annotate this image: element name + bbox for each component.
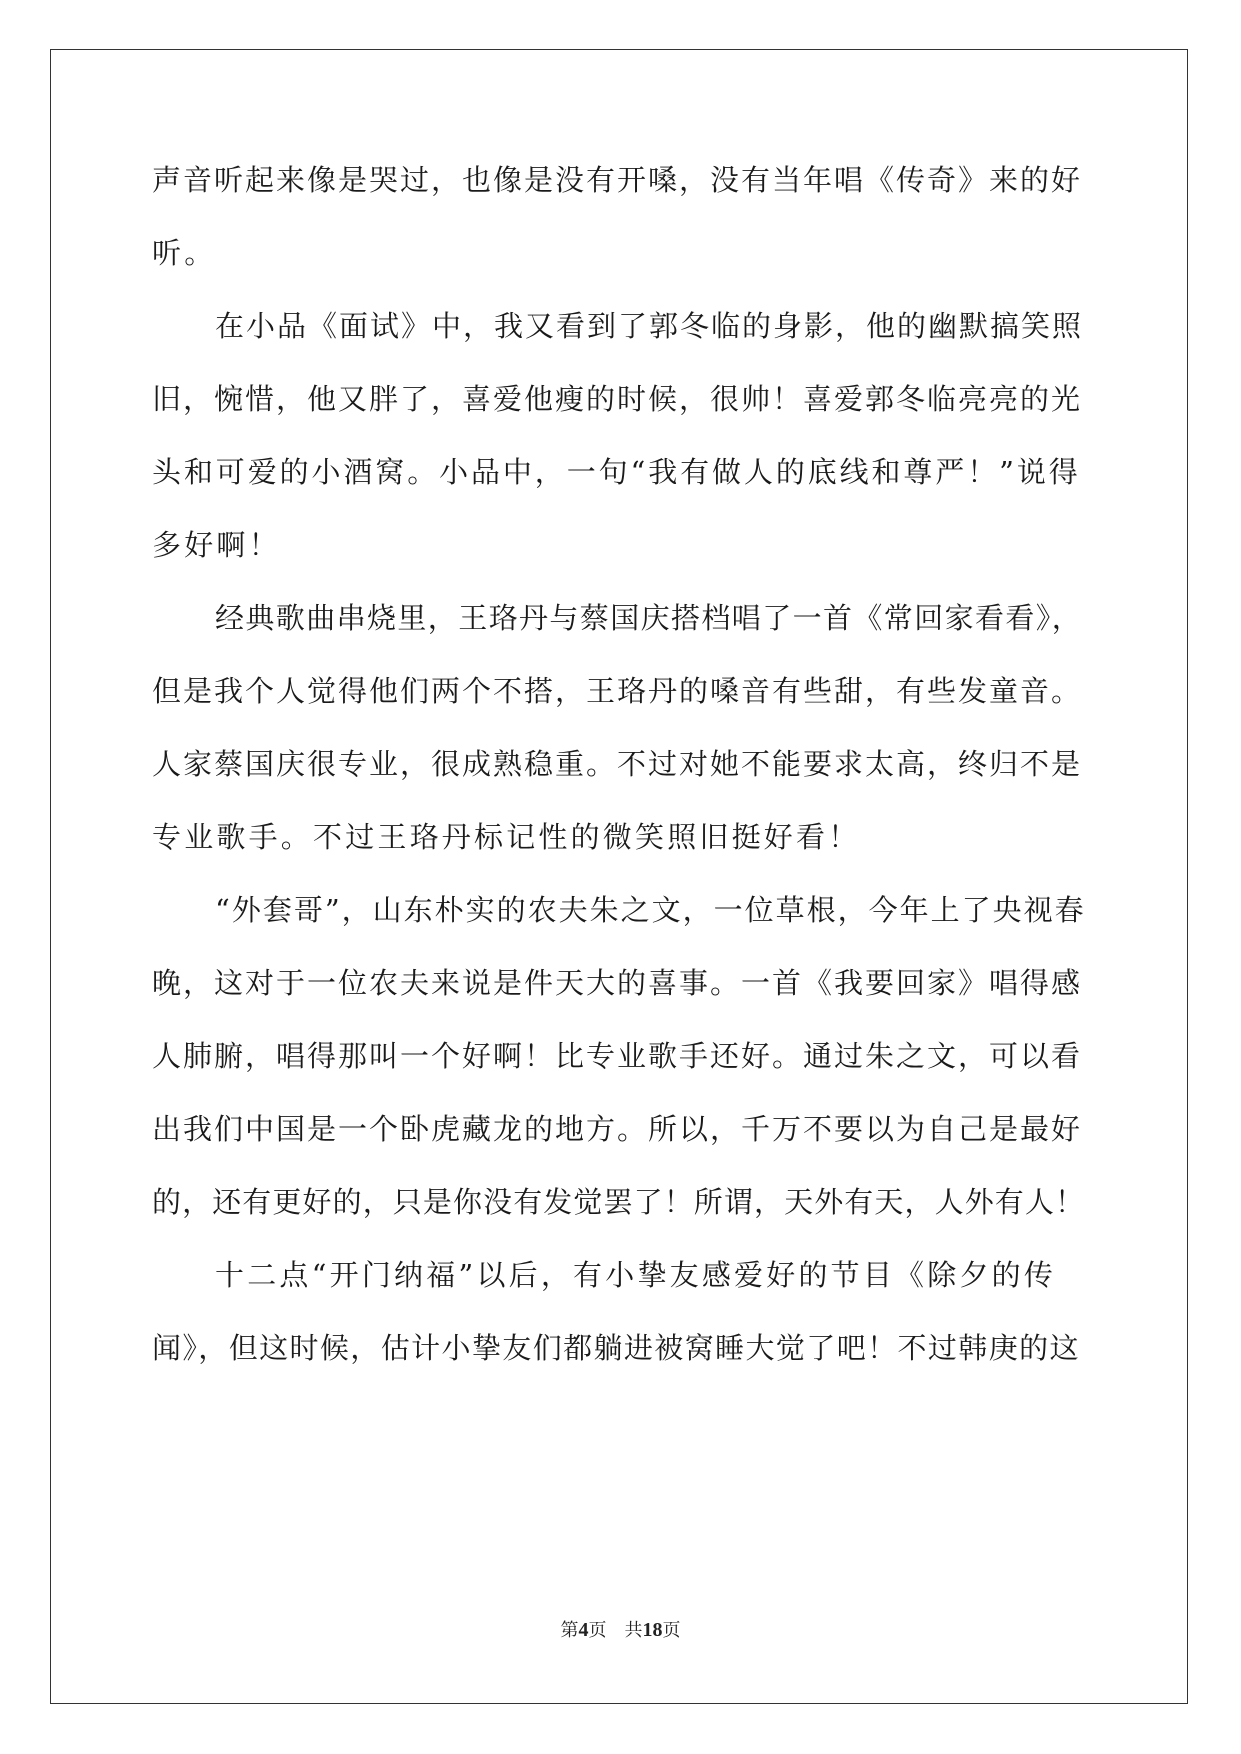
text-line: 闻》，但这时候，估计小挚友们都躺进被窝睡大觉了吧！不过韩庚的这 bbox=[152, 1331, 1080, 1365]
footer-total-prefix: 共 bbox=[624, 1620, 643, 1641]
text-line: 专业歌手。不过王珞丹标记性的微笑照旧挺好看！ bbox=[152, 820, 861, 854]
text-line: “外套哥”，山东朴实的农夫朱之文，一位草根，今年上了央视春 bbox=[215, 893, 1086, 927]
text-line: 十二点“开门纳福”以后，有小挚友感爱好的节目《除夕的传 bbox=[215, 1258, 1057, 1292]
page-border bbox=[50, 49, 1188, 1704]
footer-total-suffix: 页 bbox=[662, 1620, 681, 1641]
text-line: 晚，这对于一位农夫来说是件天大的喜事。一首《我要回家》唱得感 bbox=[152, 966, 1083, 1000]
page-number-footer bbox=[0, 1618, 1241, 1643]
text-line: 人肺腑，唱得那叫一个好啊！比专业歌手还好。通过朱之文，可以看 bbox=[152, 1039, 1083, 1073]
text-line: 人家蔡国庆很专业，很成熟稳重。不过对她不能要求太高，终归不是 bbox=[152, 747, 1083, 781]
text-line: 旧，惋惜，他又胖了，喜爱他瘦的时候，很帅！喜爱郭冬临亮亮的光 bbox=[152, 382, 1083, 416]
text-line: 多好啊！ bbox=[152, 528, 281, 562]
text-line: 声音听起来像是哭过，也像是没有开嗓，没有当年唱《传奇》来的好 bbox=[152, 163, 1083, 197]
text-line: 经典歌曲串烧里，王珞丹与蔡国庆搭档唱了一首《常回家看看》， bbox=[215, 601, 1083, 635]
text-line: 头和可爱的小酒窝。小品中，一句“我有做人的底线和尊严！”说得 bbox=[152, 455, 1081, 489]
text-line: 出我们中国是一个卧虎藏龙的地方。所以，千万不要以为自己是最好 bbox=[152, 1112, 1083, 1146]
current-page-number: 4 bbox=[578, 1619, 589, 1641]
text-line: 但是我个人觉得他们两个不搭，王珞丹的嗓音有些甜，有些发童音。 bbox=[152, 674, 1083, 708]
text-line: 在小品《面试》中，我又看到了郭冬临的身影，他的幽默搞笑照 bbox=[215, 309, 1084, 343]
footer-prefix: 第 bbox=[560, 1620, 579, 1641]
total-page-count: 18 bbox=[642, 1619, 663, 1641]
text-line: 听。 bbox=[152, 236, 217, 270]
footer-page-suffix: 页 bbox=[588, 1620, 607, 1641]
text-line: 的，还有更好的，只是你没有发觉罢了！所谓，天外有天，人外有人！ bbox=[152, 1185, 1086, 1219]
